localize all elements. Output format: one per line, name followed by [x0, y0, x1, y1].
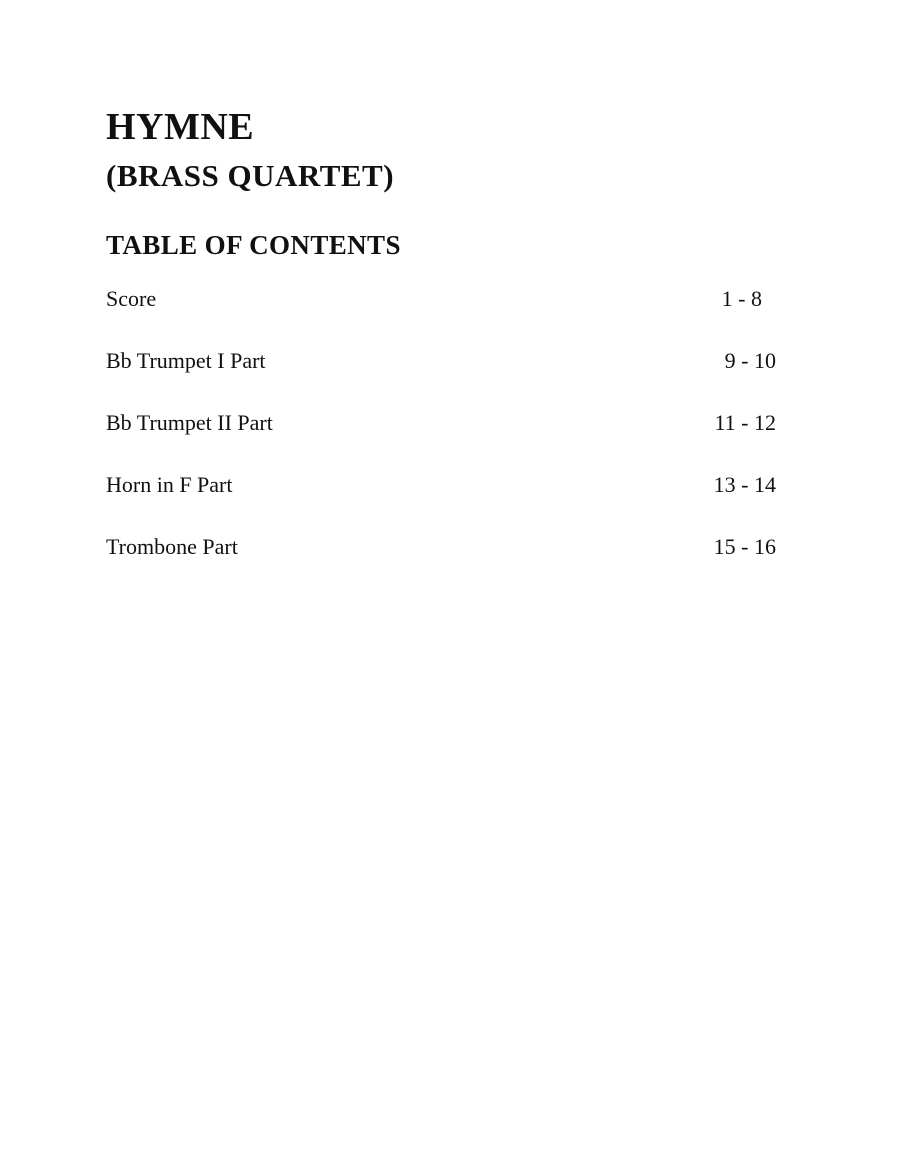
toc-heading: TABLE OF CONTENTS: [106, 230, 401, 260]
toc-entry-pages: 1 - 8: [721, 286, 762, 311]
toc-entry-trombone: [106, 532, 776, 594]
toc-entry-pages: 15 - 16: [713, 534, 776, 559]
toc-entry-trumpet-2: [106, 408, 776, 470]
toc-list: [106, 284, 776, 594]
toc-entry-label: Trombone Part: [106, 534, 238, 559]
toc-entry-score: [106, 284, 776, 346]
toc-entry-label: Horn in F Part: [106, 472, 233, 497]
toc-entry-trumpet-1: [106, 346, 776, 408]
toc-entry-label: Score: [106, 286, 157, 311]
toc-entry-label: Bb Trumpet II Part: [106, 410, 273, 435]
toc-entry-pages: 9 - 10: [724, 348, 776, 373]
toc-entry-horn: [106, 470, 776, 532]
toc-entry-label: Bb Trumpet I Part: [106, 348, 266, 373]
document-subtitle: (BRASS QUARTET): [106, 158, 395, 193]
document-title: HYMNE: [106, 106, 255, 148]
toc-entry-pages: 13 - 14: [713, 472, 776, 497]
toc-entry-pages: 11 - 12: [714, 410, 776, 435]
